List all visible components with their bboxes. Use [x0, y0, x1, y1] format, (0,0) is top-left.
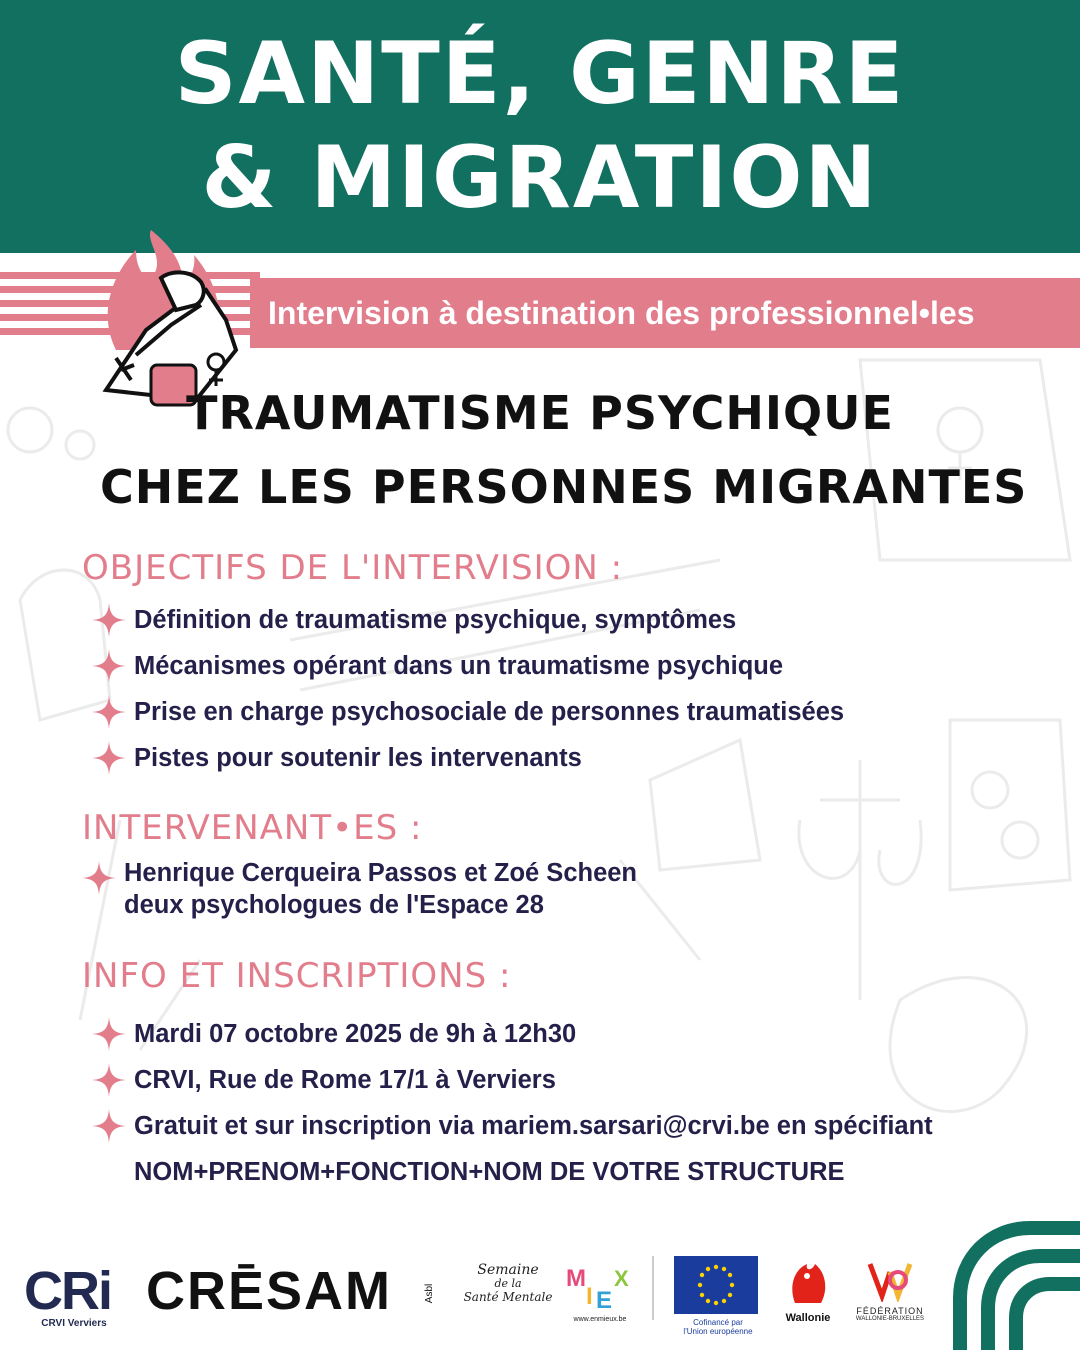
wallonie-label: Wallonie: [785, 1312, 831, 1324]
enmieux-url: www.enmieux.be: [573, 1316, 627, 1323]
cresam-asbl-label: Asbl: [424, 1283, 436, 1304]
objectives-heading: OBJECTIFS DE L'INTERVISION :: [82, 548, 624, 588]
event-location: CRVI, Rue de Rome 17/1 à Verviers: [134, 1065, 556, 1094]
wallonie-logo: [778, 1258, 838, 1324]
cresam-logo: [146, 1261, 446, 1324]
svg-text:E: E: [596, 1287, 613, 1312]
partner-logos: [0, 1236, 1080, 1350]
info-item: [92, 1014, 576, 1054]
sparkle-bullet-icon: [92, 1063, 126, 1097]
joined-hands-gender-icon: [76, 230, 266, 410]
info-item: [134, 1152, 845, 1192]
info-item: [92, 1060, 556, 1100]
objective-item: [92, 600, 736, 640]
objective-text: Définition de traumatisme psychique, symptômes: [134, 605, 737, 634]
speaker-role: deux psychologues de l'Espace 28: [124, 891, 544, 919]
sparkle-bullet-icon: [92, 1017, 126, 1051]
cri-logo-subtitle: CRVI Verviers: [41, 1318, 107, 1329]
svg-text:X: X: [614, 1266, 629, 1291]
info-item: [92, 1106, 933, 1146]
semaine-line-1: Semaine: [477, 1262, 539, 1278]
semaine-line-3: Santé Mentale: [463, 1290, 553, 1304]
sparkle-bullet-icon: [82, 861, 116, 895]
topic-title-line-1: TRAUMATISME PSYCHIQUE: [186, 386, 894, 440]
svg-text:I: I: [586, 1283, 593, 1310]
sparkle-bullet-icon: [92, 603, 126, 637]
audience-banner-text: Intervision à destination des professionnel•les: [268, 295, 975, 331]
eu-logo: [674, 1256, 762, 1336]
sparkle-bullet-icon: [92, 741, 126, 775]
semaine-line-2: de la: [494, 1277, 522, 1290]
registration-info: Gratuit et sur inscription via mariem.sarsari@crvi.be en spécifiant: [134, 1111, 933, 1140]
sparkle-bullet-icon: [92, 695, 126, 729]
semaine-sante-mentale-logo: [462, 1262, 554, 1304]
objective-text: Mécanismes opérant dans un traumatisme psychique: [134, 651, 784, 680]
objective-item: [92, 738, 582, 778]
eu-caption-line-1: Cofinancé par: [693, 1318, 743, 1327]
cresam-logo-text: CRĒSAM: [146, 1261, 393, 1321]
eu-flag-icon: [674, 1256, 758, 1314]
event-date: Mardi 07 octobre 2025 de 9h à 12h30: [134, 1019, 577, 1048]
info-heading: INFO ET INSCRIPTIONS :: [82, 956, 512, 996]
objective-text: Pistes pour soutenir les intervenants: [134, 743, 582, 772]
objective-text: Prise en charge psychosociale de personnes traumatisées: [134, 697, 845, 726]
enmieux-letters-icon: [564, 1256, 636, 1312]
sparkle-bullet-icon: [92, 649, 126, 683]
objective-item: [92, 692, 844, 732]
title-line-1: SANTÉ, GENRE: [174, 24, 906, 124]
fwb-line-2: WALLONIE-BRUXELLES: [855, 1316, 925, 1322]
topic-title-line-2: CHEZ LES PERSONNES MIGRANTES: [100, 460, 1028, 514]
fwb-logo: [852, 1258, 928, 1322]
svg-text:M: M: [566, 1265, 586, 1292]
enmieux-logo: [564, 1256, 636, 1326]
poster-title: [0, 22, 1080, 230]
fwb-line-1: FÉDÉRATION: [856, 1306, 924, 1316]
cri-logo-text: CRi: [24, 1261, 111, 1321]
objective-item: [92, 646, 783, 686]
speakers-heading: INTERVENANT•ES :: [82, 808, 423, 848]
sparkle-bullet-icon: [92, 1109, 126, 1143]
wallonie-rooster-icon: [785, 1258, 831, 1308]
title-line-2: & MIGRATION: [201, 128, 879, 228]
speaker-names: Henrique Cerqueira Passos et Zoé Scheen: [124, 859, 638, 887]
eu-caption-line-2: l'Union européenne: [683, 1327, 753, 1336]
registration-fields: NOM+PRENOM+FONCTION+NOM DE VOTRE STRUCTURE: [134, 1157, 845, 1186]
logo-divider: [652, 1256, 654, 1320]
fwb-mark-icon: [864, 1258, 916, 1302]
cri-logo: [24, 1261, 124, 1329]
